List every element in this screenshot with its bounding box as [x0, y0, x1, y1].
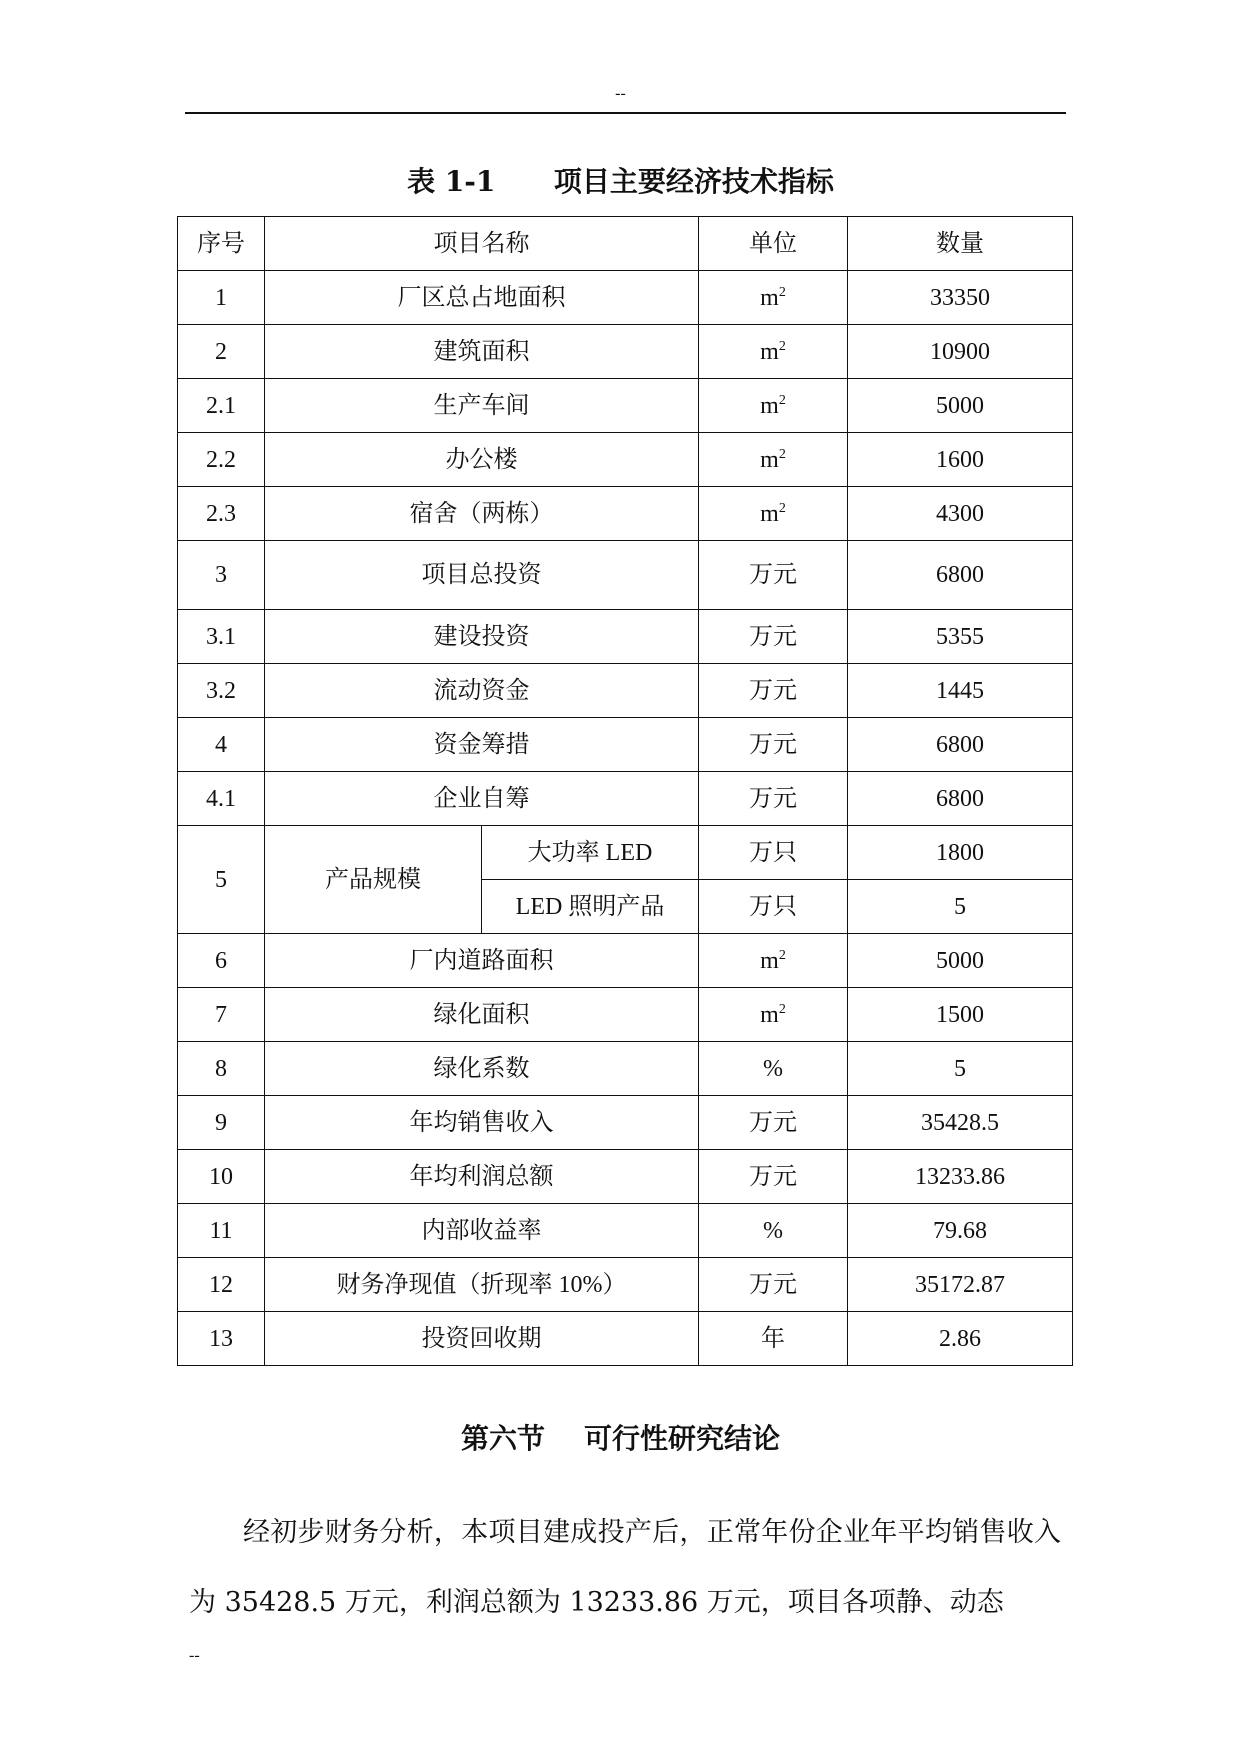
header-quantity: 数量	[848, 217, 1073, 271]
cell-unit: 万元	[699, 1258, 848, 1312]
cell-quantity: 1445	[848, 664, 1073, 718]
cell-unit: 万元	[699, 1150, 848, 1204]
cell-name: 投资回收期	[265, 1312, 699, 1366]
cell-index: 2.2	[178, 433, 265, 487]
cell-index: 11	[178, 1204, 265, 1258]
cell-name: 绿化系数	[265, 1042, 699, 1096]
table-row	[178, 1204, 1073, 1258]
cell-index: 2	[178, 325, 265, 379]
cell-name: 办公楼	[265, 433, 699, 487]
cell-unit	[699, 433, 848, 487]
unit-superscript: 2	[778, 500, 786, 516]
cell-name: 绿化面积	[265, 988, 699, 1042]
unit-superscript: 2	[778, 338, 786, 354]
indicators-table	[177, 216, 1073, 1366]
page-header-mark: --	[615, 85, 626, 102]
cell-index: 2.1	[178, 379, 265, 433]
cell-index: 3.2	[178, 664, 265, 718]
header-name: 项目名称	[265, 217, 699, 271]
cell-quantity: 10900	[848, 325, 1073, 379]
unit-superscript: 2	[778, 392, 786, 408]
cell-name: 建筑面积	[265, 325, 699, 379]
cell-name: 产品规模	[265, 826, 482, 934]
cell-quantity: 6800	[848, 772, 1073, 826]
cell-unit	[699, 487, 848, 541]
cell-unit: 万只	[699, 826, 848, 880]
unit-superscript: 2	[778, 446, 786, 462]
cell-name: 生产车间	[265, 379, 699, 433]
cell-unit: 万元	[699, 718, 848, 772]
cell-name: 内部收益率	[265, 1204, 699, 1258]
cell-name: 建设投资	[265, 610, 699, 664]
cell-unit: 年	[699, 1312, 848, 1366]
cell-index: 2.3	[178, 487, 265, 541]
cell-index: 3	[178, 541, 265, 610]
cell-index: 3.1	[178, 610, 265, 664]
table-header-row	[178, 217, 1073, 271]
cell-quantity: 5000	[848, 934, 1073, 988]
header-unit: 单位	[699, 217, 848, 271]
cell-name: 资金筹措	[265, 718, 699, 772]
table-row	[178, 826, 1073, 880]
cell-name: 财务净现值（折现率 10%）	[265, 1258, 699, 1312]
cell-name: 宿舍（两栋）	[265, 487, 699, 541]
cell-quantity: 1800	[848, 826, 1073, 880]
cell-index: 7	[178, 988, 265, 1042]
table-row	[178, 379, 1073, 433]
table-row	[178, 487, 1073, 541]
cell-index: 6	[178, 934, 265, 988]
table-row	[178, 1042, 1073, 1096]
unit-superscript: 2	[778, 947, 786, 963]
cell-name: 年均销售收入	[265, 1096, 699, 1150]
indicators-table-body	[178, 217, 1073, 1366]
conclusion-paragraph: 经初步财务分析，本项目建成投产后，正常年份企业年平均销售收入为 35428.5 万元，利润总额为 13233.86 万元，项目各项静、动态	[189, 1517, 1061, 1618]
table-row	[178, 718, 1073, 772]
header-index: 序号	[178, 217, 265, 271]
table-title: 表 1-1 项目主要经济技术指标	[407, 165, 834, 198]
cell-name: 厂区总占地面积	[265, 271, 699, 325]
cell-unit: 万元	[699, 1096, 848, 1150]
unit-base: m	[760, 338, 779, 365]
cell-quantity: 4300	[848, 487, 1073, 541]
cell-name: 厂内道路面积	[265, 934, 699, 988]
cell-name: 年均利润总额	[265, 1150, 699, 1204]
table-row	[178, 325, 1073, 379]
unit-base: m	[760, 284, 779, 311]
unit-base: m	[760, 392, 779, 419]
cell-quantity: 35172.87	[848, 1258, 1073, 1312]
cell-unit	[699, 271, 848, 325]
unit-base: m	[760, 500, 779, 527]
cell-subitem-name: LED 照明产品	[482, 880, 699, 934]
unit-superscript: 2	[778, 284, 786, 300]
unit-base: m	[760, 947, 779, 974]
cell-quantity: 33350	[848, 271, 1073, 325]
cell-index: 4	[178, 718, 265, 772]
cell-quantity: 1500	[848, 988, 1073, 1042]
table-row	[178, 271, 1073, 325]
table-row	[178, 988, 1073, 1042]
cell-quantity: 35428.5	[848, 1096, 1073, 1150]
unit-base: m	[760, 1001, 779, 1028]
table-row	[178, 664, 1073, 718]
cell-unit: 万元	[699, 541, 848, 610]
cell-unit: 万元	[699, 772, 848, 826]
cell-unit	[699, 325, 848, 379]
cell-quantity: 5355	[848, 610, 1073, 664]
page-footer-mark: --	[189, 1647, 200, 1664]
cell-unit: 万元	[699, 610, 848, 664]
cell-name: 项目总投资	[265, 541, 699, 610]
cell-quantity: 1600	[848, 433, 1073, 487]
cell-index: 12	[178, 1258, 265, 1312]
cell-quantity: 2.86	[848, 1312, 1073, 1366]
table-row	[178, 1258, 1073, 1312]
table-row	[178, 433, 1073, 487]
cell-unit: 万元	[699, 664, 848, 718]
cell-index: 9	[178, 1096, 265, 1150]
header-rule	[185, 112, 1066, 114]
cell-index: 4.1	[178, 772, 265, 826]
cell-unit	[699, 934, 848, 988]
table-row	[178, 1150, 1073, 1204]
cell-quantity: 5000	[848, 379, 1073, 433]
cell-unit	[699, 988, 848, 1042]
cell-index: 10	[178, 1150, 265, 1204]
table-row	[178, 610, 1073, 664]
cell-index: 1	[178, 271, 265, 325]
cell-unit	[699, 379, 848, 433]
cell-unit: %	[699, 1042, 848, 1096]
cell-quantity: 6800	[848, 541, 1073, 610]
cell-index: 13	[178, 1312, 265, 1366]
table-row	[178, 541, 1073, 610]
cell-index: 8	[178, 1042, 265, 1096]
table-row	[178, 934, 1073, 988]
cell-name: 企业自筹	[265, 772, 699, 826]
cell-name: 流动资金	[265, 664, 699, 718]
unit-superscript: 2	[778, 1001, 786, 1017]
table-row	[178, 772, 1073, 826]
table-row	[178, 1312, 1073, 1366]
cell-quantity: 6800	[848, 718, 1073, 772]
cell-quantity: 79.68	[848, 1204, 1073, 1258]
cell-unit: %	[699, 1204, 848, 1258]
cell-index: 5	[178, 826, 265, 934]
cell-quantity: 5	[848, 880, 1073, 934]
unit-base: m	[760, 446, 779, 473]
section-title: 第六节 可行性研究结论	[461, 1422, 780, 1455]
cell-unit: 万只	[699, 880, 848, 934]
table-row	[178, 1096, 1073, 1150]
cell-subitem-name: 大功率 LED	[482, 826, 699, 880]
cell-quantity: 5	[848, 1042, 1073, 1096]
cell-quantity: 13233.86	[848, 1150, 1073, 1204]
